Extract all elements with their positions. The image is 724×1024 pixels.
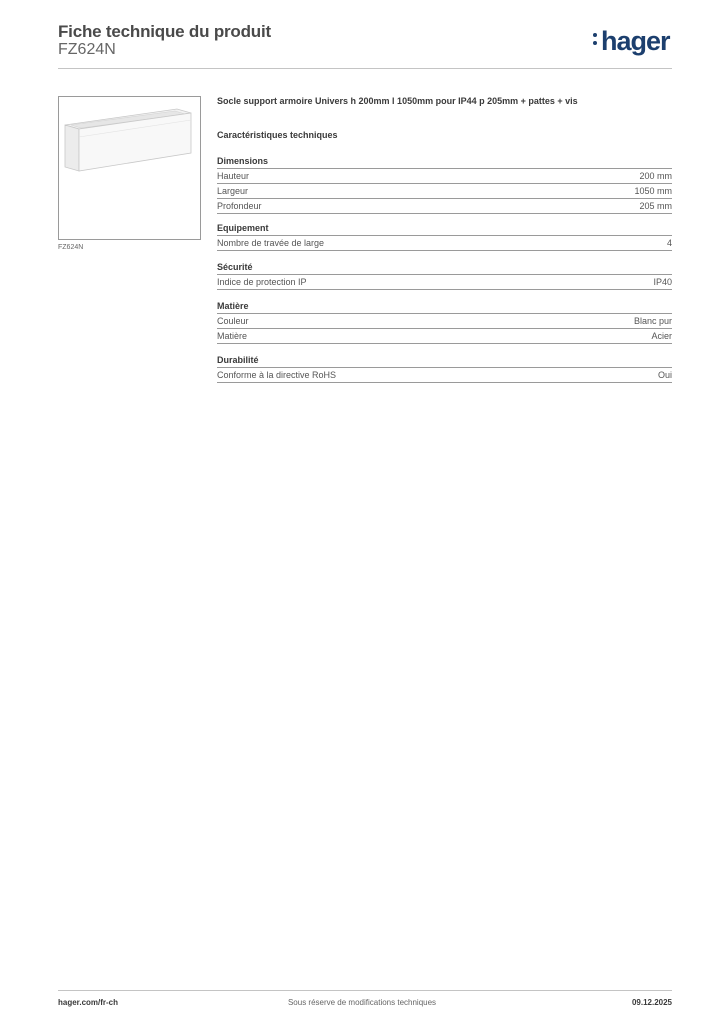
spec-row <box>217 235 672 251</box>
spec-row <box>217 168 672 183</box>
section-title: Equipement <box>217 223 269 233</box>
spec-value: 1050 mm <box>634 186 672 196</box>
section-durabilite <box>217 353 672 383</box>
logo-dots-icon <box>593 33 598 49</box>
spec-value: IP40 <box>653 277 672 287</box>
spec-label: Matière <box>217 331 248 341</box>
header-divider <box>58 68 672 69</box>
product-code: FZ624N <box>58 41 116 58</box>
section-matiere <box>217 299 672 344</box>
spec-value: 205 mm <box>639 201 672 211</box>
specs-heading: Caractéristiques techniques <box>217 130 338 140</box>
product-image <box>58 96 201 240</box>
spec-value: 4 <box>666 238 672 248</box>
spec-label: Nombre de travée de large <box>217 238 325 248</box>
spec-label: Couleur <box>217 316 249 326</box>
product-description: Socle support armoire Univers h 200mm l 1050mm pour IP44 p 205mm + pattes + vis <box>217 96 578 106</box>
spec-label: Indice de protection IP <box>217 277 307 287</box>
image-caption: FZ624N <box>58 244 84 251</box>
section-securite <box>217 260 672 290</box>
spec-row <box>217 274 672 290</box>
base-plinth-icon <box>59 97 200 239</box>
spec-row <box>217 328 672 344</box>
section-title: Dimensions <box>217 156 269 166</box>
spec-label: Profondeur <box>217 201 262 211</box>
footer-website-link[interactable]: hager.com/fr-ch <box>58 998 119 1007</box>
spec-label: Hauteur <box>217 171 250 181</box>
spec-value: Oui <box>657 370 672 380</box>
page-title: Fiche technique du produit <box>58 22 271 41</box>
spec-value: Blanc pur <box>633 316 672 326</box>
spec-label: Conforme à la directive RoHS <box>217 370 337 380</box>
spec-value: Acier <box>651 331 672 341</box>
footer-divider <box>58 990 672 991</box>
section-equipement <box>217 221 672 251</box>
section-title: Matière <box>217 301 249 311</box>
logo-text: hager <box>601 26 670 56</box>
spec-value: 200 mm <box>639 171 672 181</box>
footer-notice: Sous réserve de modifications techniques <box>287 998 437 1007</box>
footer-date: 09.12.2025 <box>631 998 672 1007</box>
section-dimensions <box>217 154 672 214</box>
section-title: Durabilité <box>217 355 259 365</box>
spec-row <box>217 367 672 383</box>
spec-label: Largeur <box>217 186 249 196</box>
spec-row <box>217 183 672 198</box>
spec-row <box>217 313 672 328</box>
spec-row <box>217 198 672 214</box>
section-title: Sécurité <box>217 262 253 272</box>
hager-logo <box>593 26 670 56</box>
